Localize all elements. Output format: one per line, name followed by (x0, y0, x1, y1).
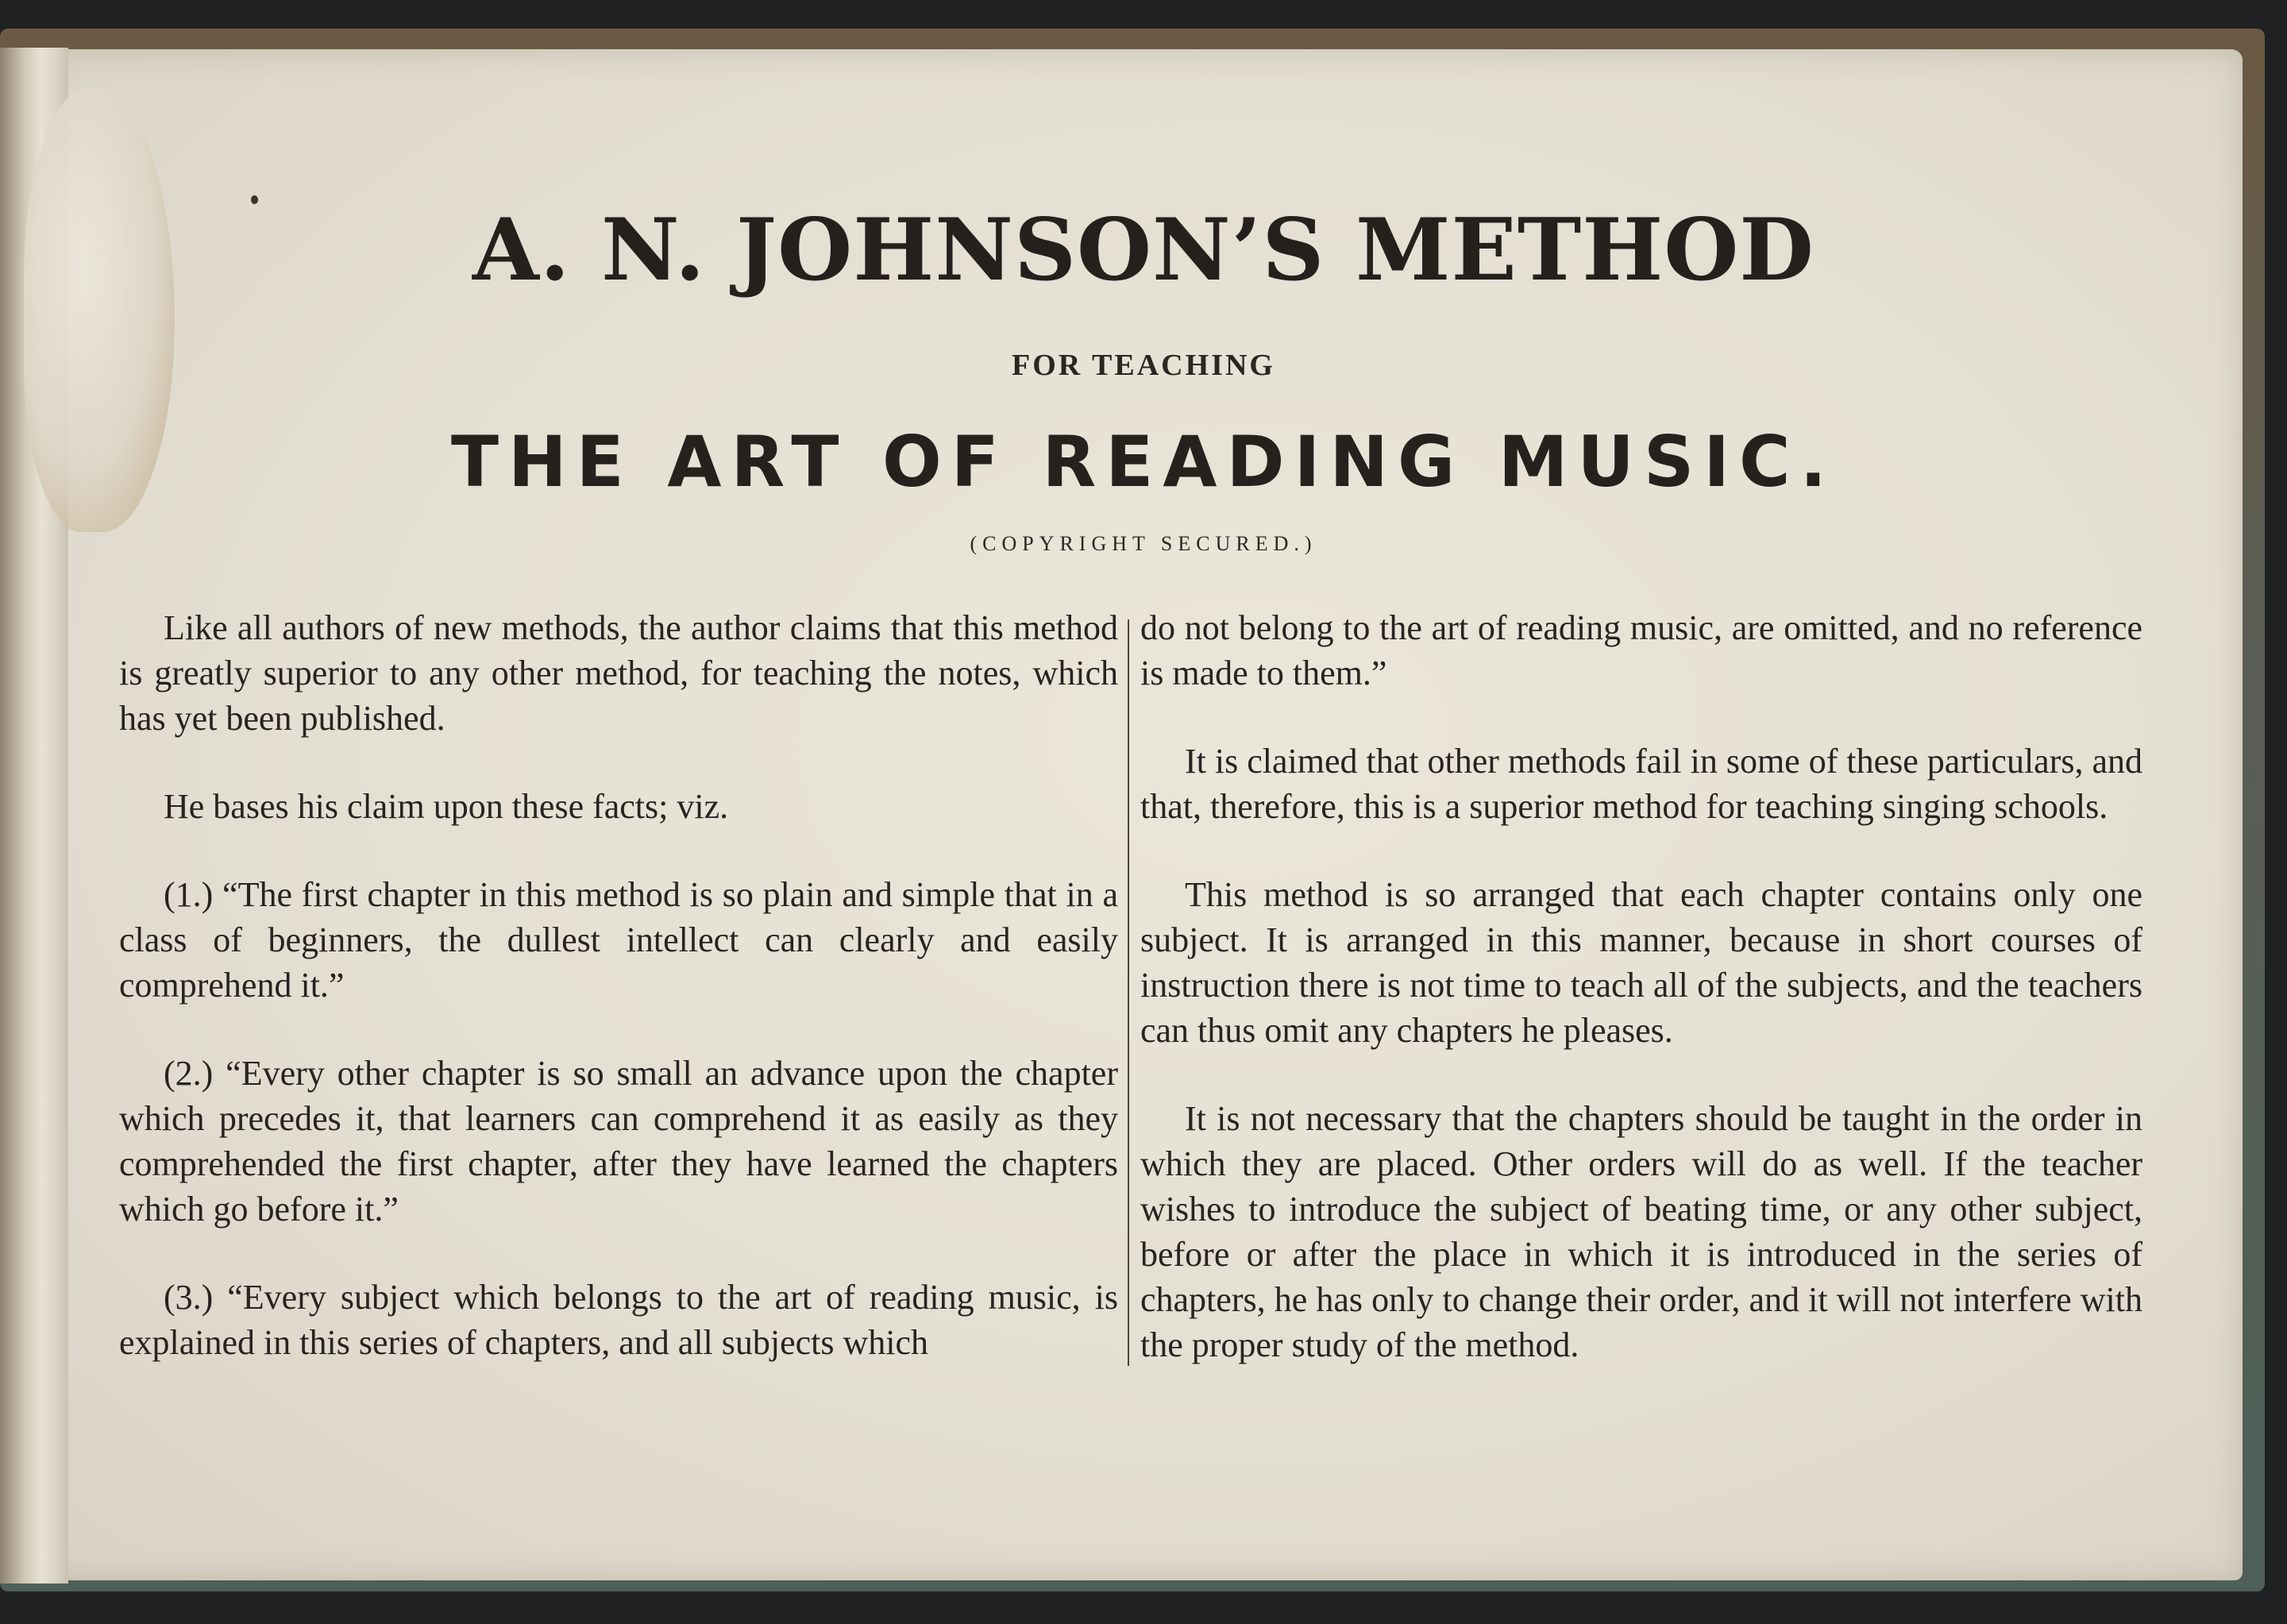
paragraph: He bases his claim upon these facts; viz. (164, 787, 729, 826)
main-heading: THE ART OF READING MUSIC. (450, 421, 1836, 503)
page-subtitle: FOR TEACHING (1012, 349, 1275, 382)
copyright-notice: (COPYRIGHT SECURED.) (970, 532, 1317, 555)
paragraph: It is claimed that other methods fail in some of these particulars, and that, therefore, this is a superior method for teaching singing schools. (1140, 742, 2142, 826)
paragraph: (1.) “The first chapter in this method is so plain and simple that in a class of beginners, the dullest intellect can clearly and easily comprehend it.” (119, 875, 1118, 1005)
page-title: A. N. JOHNSON’S METHOD (472, 200, 1815, 300)
right-text-column (1140, 605, 2142, 1367)
column-divider (1128, 619, 1129, 1366)
paragraph: (2.) “Every other chapter is so small an advance upon the chapter which precedes it, that learners can comprehend it as easily as they comprehended the first chapter, after they have learned the chapters which go before it.” (119, 1054, 1118, 1229)
paragraph: It is not necessary that the chapters should be taught in the order in which they are placed. Other orders will do as well. If the teacher wishes to introduce the subject of beating time, or any other subject, before or after the place in which it is introduced in the series of chapters, he has only to change their order, and it will not interfere with the proper study of the method. (1140, 1099, 2142, 1364)
paragraph: Like all authors of new methods, the author claims that this method is greatly superior to any other method, for teaching the notes, which has yet been published. (119, 608, 1118, 738)
paragraph: do not belong to the art of reading music, are omitted, and no reference is made to them.” (1140, 608, 2142, 692)
left-text-column (119, 605, 1118, 1365)
paragraph: This method is so arranged that each chapter contains only one subject. It is arranged in this manner, because in short courses of instruction there is not time to teach all of the subjects, and the teachers can thus omit any chapters he pleases. (1140, 875, 2142, 1050)
paragraph: (3.) “Every subject which belongs to the art of reading music, is explained in this series of chapters, and all subjects which (119, 1278, 1118, 1362)
